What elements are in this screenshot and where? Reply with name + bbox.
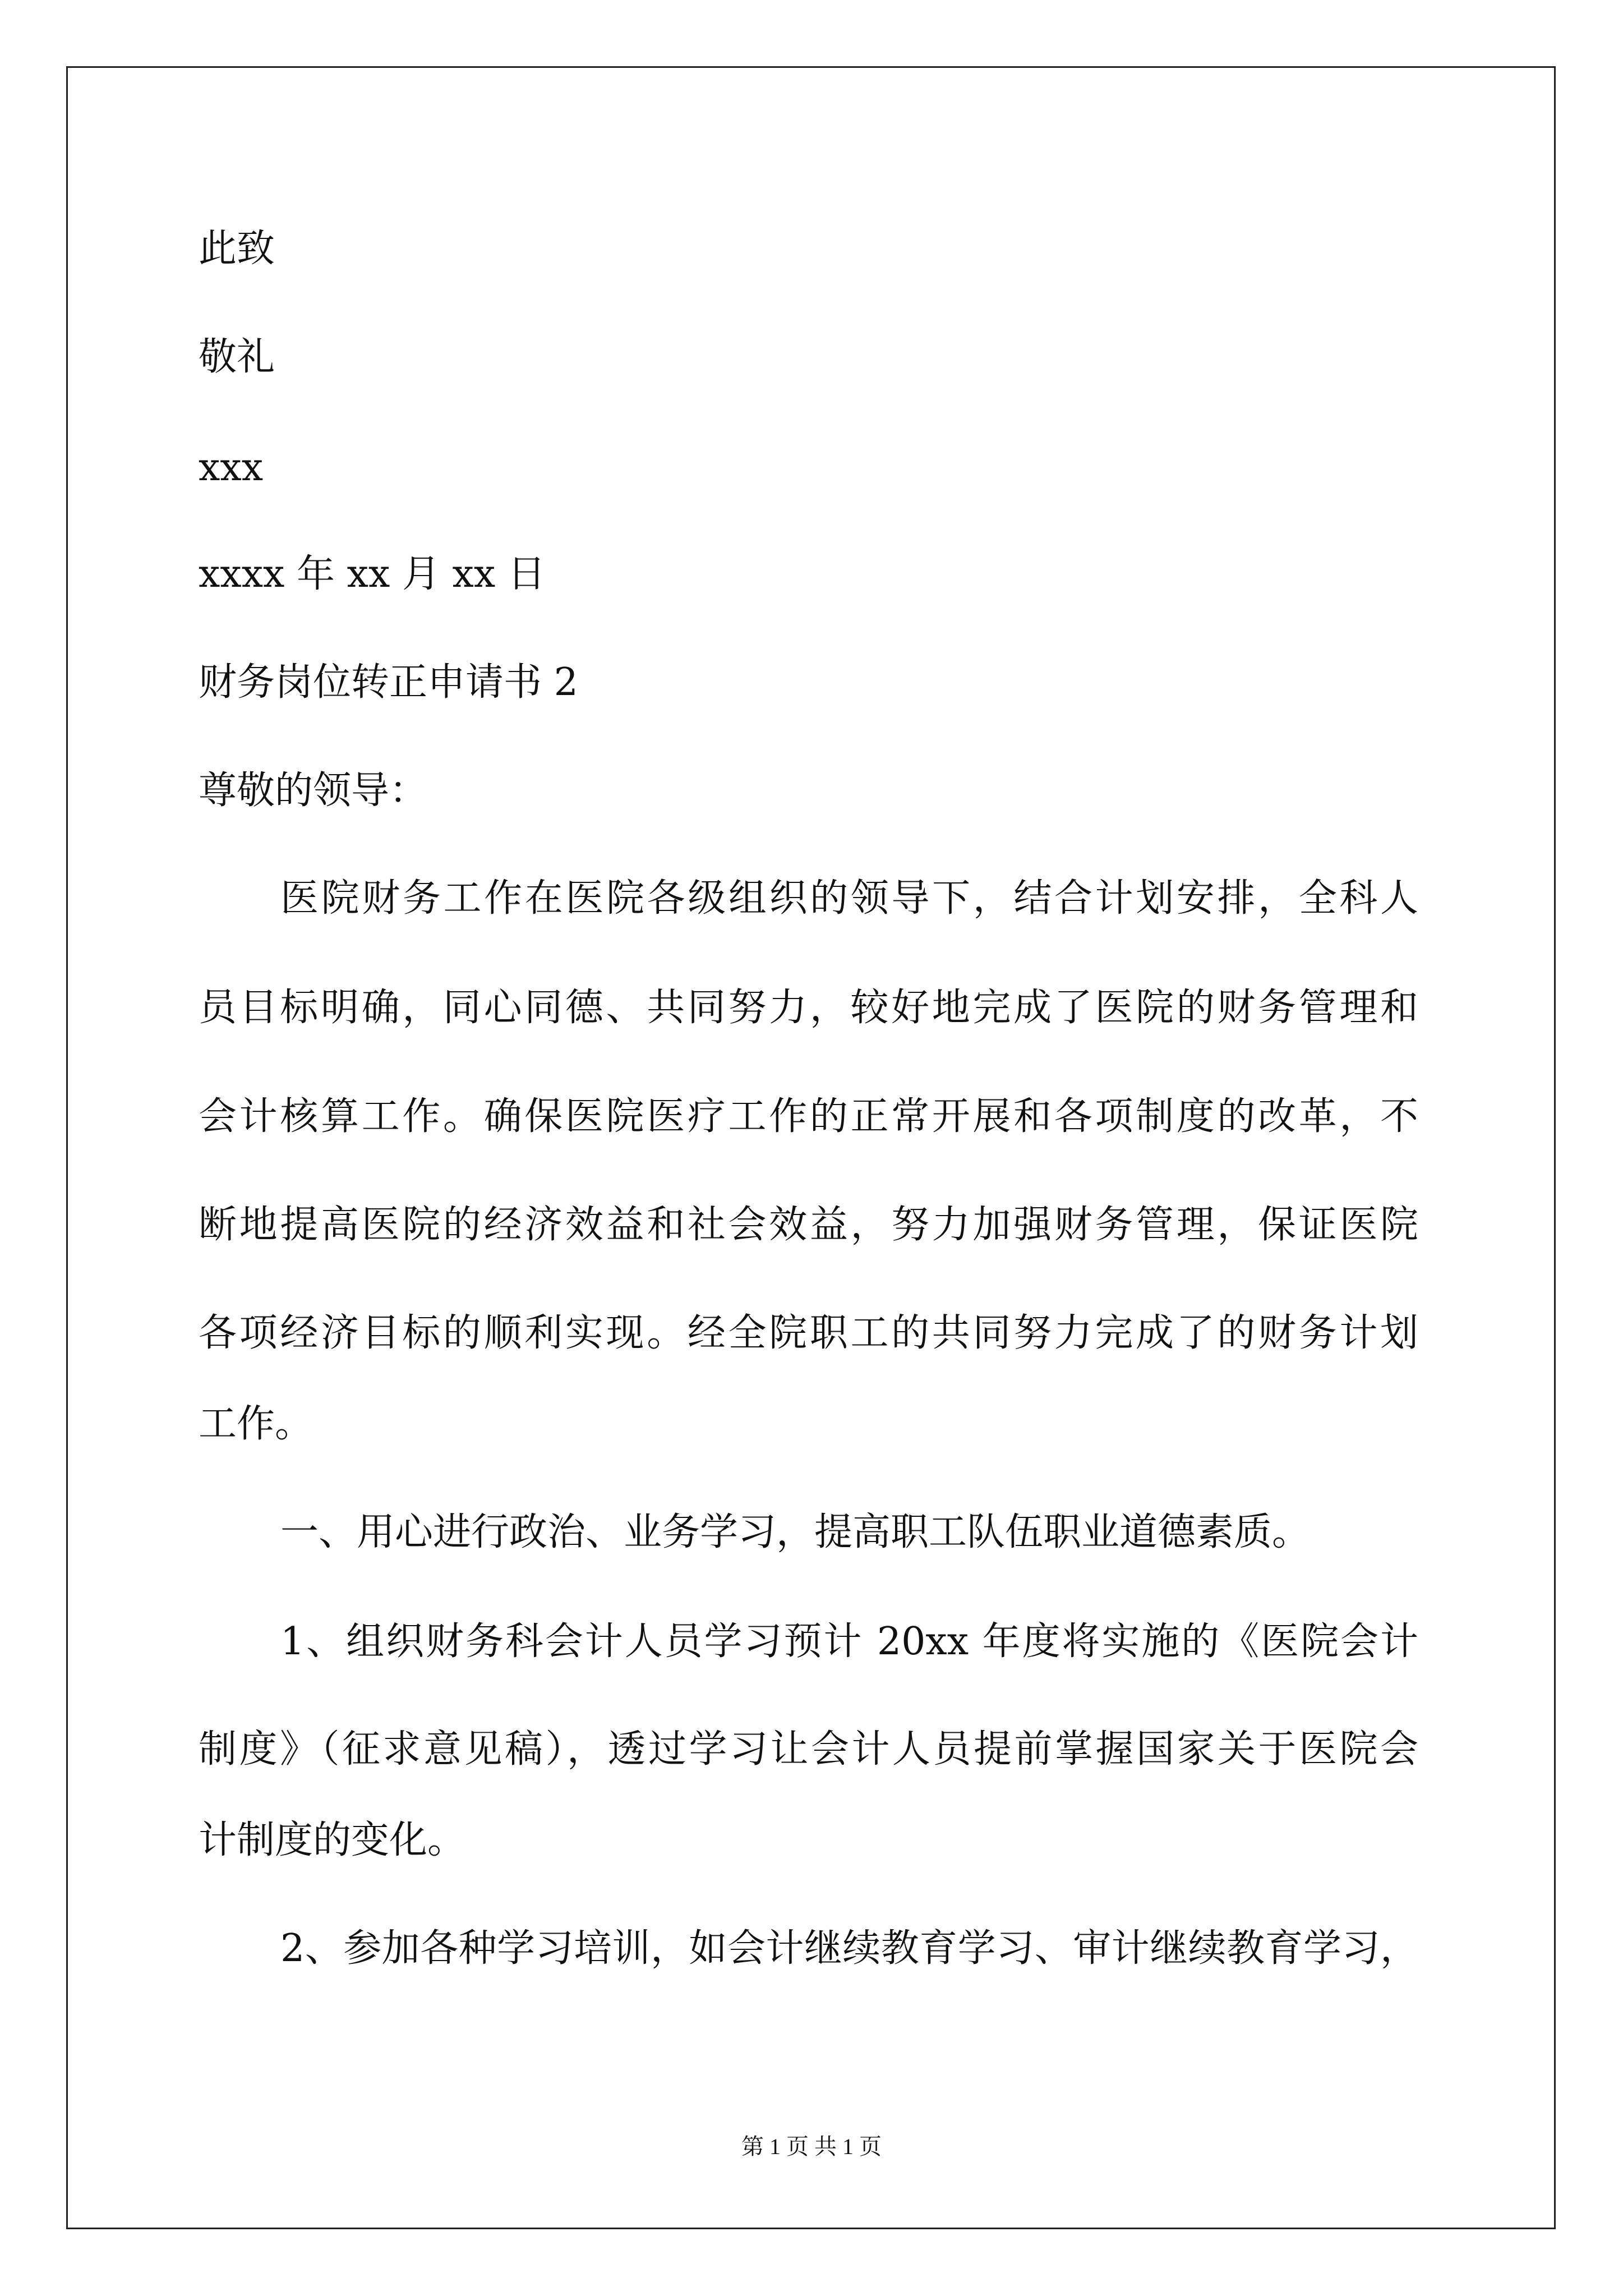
paragraph-line: 医院财务工作在医院各级组织的领导下，结合计划安排，全科人 [280,876,1418,921]
section-heading: 一、用心进行政治、业务学习，提高职工队伍职业道德素质。 [280,1510,1311,1554]
page-footer: 第 1 页 共 1 页 [741,2134,882,2159]
paragraph-line: 员目标明确，同心同德、共同努力，较好地完成了医院的财务管理和 [199,986,1418,1030]
paragraph-line: 工作。 [199,1402,313,1446]
closing-salutation: 此致 [199,227,275,271]
item-line: 1、组织财务科会计人员学习预计 20xx 年度将实施的《医院会计 [280,1619,1418,1664]
closing-regards: 敬礼 [199,335,275,379]
page-border [66,66,1556,2229]
signature: xxx [199,445,264,490]
greeting: 尊敬的领导： [199,769,428,813]
date: xxxx 年 xx 月 xx 日 [199,552,546,596]
item-line: 计制度的变化。 [199,1818,466,1862]
item-line: 制度》（征求意见稿），透过学习让会计人员提前掌握国家关于医院会 [199,1727,1418,1772]
document-title: 财务岗位转正申请书 2 [199,660,578,705]
item-line: 2、参加各种学习培训，如会计继续教育学习、审计继续教育学习， [280,1926,1418,1971]
paragraph-line: 会计核算工作。确保医院医疗工作的正常开展和各项制度的改革，不 [199,1094,1418,1139]
paragraph-line: 各项经济目标的顺利实现。经全院职工的共同努力完成了的财务计划 [199,1311,1418,1355]
paragraph-line: 断地提高医院的经济效益和社会效益，努力加强财务管理，保证医院 [199,1203,1418,1247]
